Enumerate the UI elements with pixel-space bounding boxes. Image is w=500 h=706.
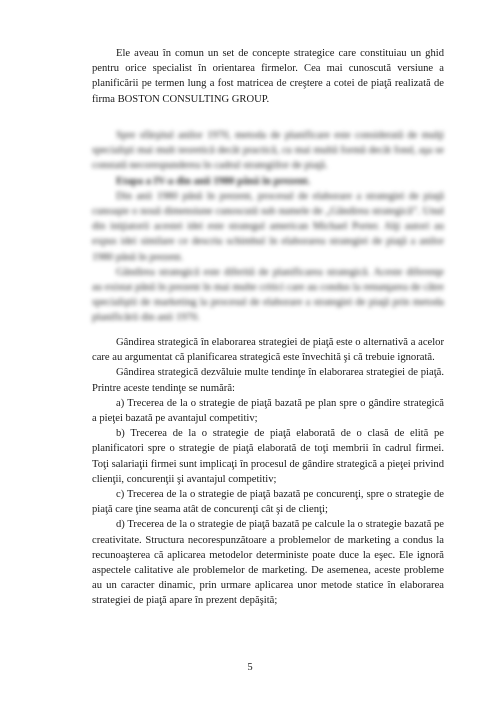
list-item-b: b) Trecerea de la o strategie de piaţă elaborată de o clasă de elită pe planificatori spre o strategie de piaţă elaborată de toţi membrii în cadrul firmei. Toţi salariaţii firmei sunt implicaţi în procesul de gândire strategică a pieţei privind clienţii, concurenţii şi avantajul competitiv; [92,428,444,485]
paragraph-intro: Ele aveau în comun un set de concepte strategice care constituiau un ghid pentru orice specialist în orientarea firmelor. Cea mai cunoscută versiune a planificării pe termen lung a fost matricea de creştere a cotei de piaţă realizată de firma BOSTON CONSULTING GROUP. [92,48,444,105]
list-item-d: d) Trecerea de la o strategie de piaţă bazată pe calcule la o strategie bazată pe creativitate. Structura necorespunzătoare a problemelor de marketing a condus la recunoaşterea că aplicarea metodelor deterministe poate duce la eşec. Ele ignoră aspectele calitative ale problemelor de marketing. De asemenea, aceste probleme au un caracter dinamic, prin urmare aplicarea unor metode statice în elaborarea strategiei de piaţă apare în prezent depăşită; [92,519,444,607]
blurred-heading: Etapa a IV-a din anii 1980 până în prezent. [116,175,311,187]
list-item-c: c) Trecerea de la o strategie de piaţă bazată pe concurenţi, spre o strategie de piaţă care ţine seama atât de concurenţi cât şi de clienţi; [92,489,444,516]
page-number: 5 [247,662,253,673]
paragraph-trends: Gândirea strategică dezvăluie multe tendinţe în elaborarea strategiei de piaţă. Printre aceste tendinţe se numără: [92,367,444,394]
main-text-block [92,335,444,609]
list-item-a: a) Trecerea de la o strategie de piaţă bazată pe plan spre o gândire strategică a pieţei bazată pe avantajul competitiv; [92,397,444,425]
top-paragraph-block [92,46,444,107]
blurred-paragraph: Spre sfârşitul anilor 1970, metoda de planificare este considerată de mulţi specialişti mai mult teoretică decât practică, cu mai multă formă decât fond, aşa se constată necorespunderea în cadrul strategiilor de piaţă. [92,130,444,172]
paragraph-strategic-thinking: Gândirea strategică în elaborarea strategiei de piaţă este o alternativă a acelor care au argumentat că planificarea strategică este învechită şi că trebuie ignorată. [92,337,444,364]
blurred-paragraph: Din anii 1980 până în prezent, procesul de elaborare a strategiei de piaţă cunoaşte o nouă dimensiune cunoscută sub numele de „Gândirea strategică”. Unul din iniţiatorii acestei idei este strategul american Michael Porter. Alţi autori au expus idei similare ce descriu schimbul în elaborarea strategiei de piaţă a anilor 1980 până în prezent. [92,190,444,263]
blurred-section [92,128,444,326]
blurred-paragraph: Gândirea strategică este diferită de planificarea strategică. Aceste diferenţe au existat până în prezent în mai multe critici care au condus la renunţarea de către specialiştii de marketing la procesul de elaborare a strategiei de piaţă prin metoda planificării din anii 1970. [92,266,444,324]
